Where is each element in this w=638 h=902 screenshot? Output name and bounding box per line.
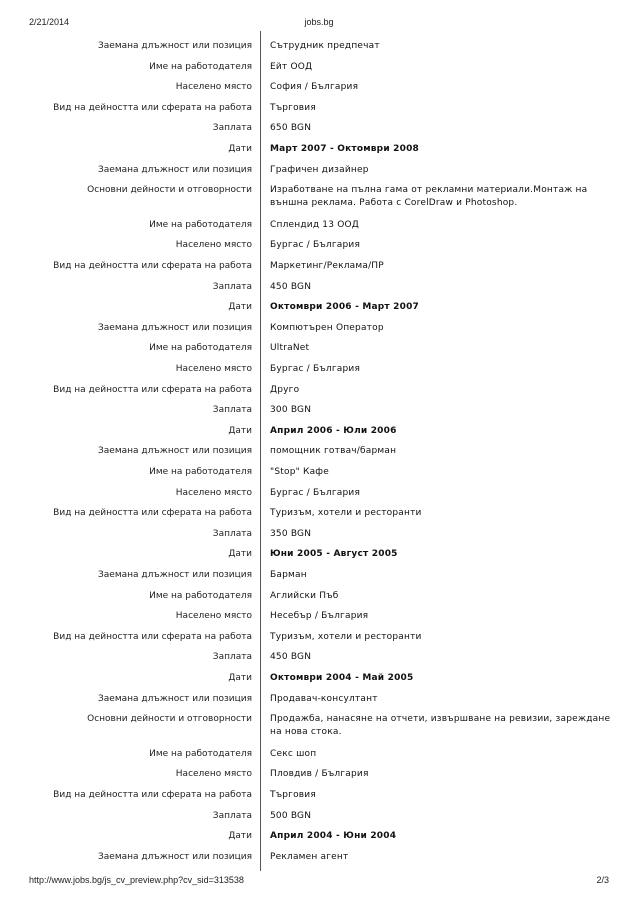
field-label: Дати — [228, 302, 252, 313]
field-value: Бургас / България — [270, 487, 361, 498]
field-label: Дати — [228, 673, 252, 683]
field-label: Име на работодателя — [149, 61, 252, 72]
field-value: Изработване на пълна гама от рекламни материали.Монтаж на външна реклама. Работа с CorelDraw и Photoshop. — [270, 185, 588, 209]
field-label: Вид на дейността или сферата на работа — [53, 102, 252, 113]
field-label: Населено място — [175, 82, 252, 93]
field-label: Име на работодателя — [149, 219, 252, 230]
field-value: 450 BGN — [270, 281, 312, 292]
field-value: Сътрудник предпечат — [270, 41, 380, 51]
field-label: Име на работодателя — [149, 590, 252, 601]
field-value: Барман — [270, 570, 307, 580]
field-label: Име на работодателя — [149, 343, 252, 354]
site-name: jobs.bg — [304, 17, 334, 27]
field-label: Заемана длъжност или позиция — [98, 570, 252, 580]
field-label: Дати — [228, 425, 252, 436]
field-value: Компютърен Оператор — [270, 322, 384, 333]
field-value: Октомври 2004 - Май 2005 — [270, 673, 414, 683]
field-value: 500 BGN — [270, 810, 312, 821]
field-value: Маркетинг/Реклама/ПР — [270, 261, 384, 271]
field-value: Продавач-консултант — [270, 693, 378, 704]
field-label: Вид на дейността или сферата на работа — [53, 261, 252, 271]
field-label: Населено място — [175, 364, 252, 374]
field-value: Туризъм, хотели и ресторанти — [270, 631, 422, 642]
field-label: Заплата — [212, 405, 252, 416]
field-value: Октомври 2006 - Март 2007 — [270, 302, 420, 313]
field-value: Ейт ООД — [270, 61, 313, 72]
field-label: Заплата — [212, 528, 252, 539]
field-label: Име на работодателя — [149, 467, 252, 477]
field-label: Заплата — [212, 123, 252, 134]
field-label: Вид на дейността или сферата на работа — [53, 631, 252, 642]
field-value: Бургас / България — [270, 240, 361, 251]
field-label: Заплата — [212, 810, 252, 821]
field-value: Юни 2005 - Август 2005 — [270, 549, 398, 560]
field-label: Вид на дейността или сферата на работа — [53, 508, 252, 519]
field-value: помощник готвач/барман — [270, 446, 397, 457]
field-value: Пловдив / България — [270, 769, 369, 780]
field-value: Друго — [270, 384, 300, 395]
field-value: Април 2006 - Юли 2006 — [270, 425, 397, 436]
field-value: Март 2007 - Октомври 2008 — [270, 144, 420, 154]
field-value: Продажба, нанасяне на отчети, извършване на ревизии, зареждане на нова стока. — [270, 714, 611, 738]
field-label: Населено място — [175, 611, 252, 622]
field-value: Търговия — [270, 102, 316, 113]
field-value: Рекламен агент — [270, 851, 349, 862]
field-label: Заемана длъжност или позиция — [98, 322, 252, 333]
field-label: Заплата — [212, 281, 252, 292]
field-value: "Stop" Кафе — [270, 467, 329, 477]
page-number: 2/3 — [596, 875, 609, 885]
field-value: 300 BGN — [270, 405, 312, 416]
field-value: Бургас / България — [270, 364, 361, 374]
field-label: Вид на дейността или сферата на работа — [53, 384, 252, 395]
print-header — [0, 17, 638, 29]
field-label: Основни дейности и отговорности — [87, 714, 252, 725]
field-label: Заемана длъжност или позиция — [98, 41, 252, 51]
column-divider — [260, 31, 261, 871]
field-label: Дати — [228, 549, 252, 560]
field-value: Графичен дизайнер — [270, 164, 369, 175]
field-value: Аглийски Пъб — [270, 590, 339, 601]
field-value: 350 BGN — [270, 528, 312, 539]
field-label: Населено място — [175, 769, 252, 780]
field-value: Туризъм, хотели и ресторанти — [270, 508, 422, 519]
field-label: Дати — [228, 831, 252, 842]
field-label: Име на работодателя — [149, 748, 252, 759]
field-label: Заемана длъжност или позиция — [98, 693, 252, 704]
field-value: 650 BGN — [270, 123, 312, 134]
field-label: Заплата — [212, 652, 252, 663]
field-label: Дати — [228, 144, 252, 154]
field-label: Населено място — [175, 240, 252, 251]
field-label: Основни дейности и отговорности — [87, 185, 252, 196]
field-value: София / България — [270, 82, 359, 93]
field-value: 450 BGN — [270, 652, 312, 663]
field-value: Търговия — [270, 790, 316, 800]
field-label: Заемана длъжност или позиция — [98, 851, 252, 862]
field-value: Секс шоп — [270, 748, 317, 759]
field-value: UltraNet — [270, 343, 310, 354]
field-value: Сплендид 13 ООД — [270, 219, 360, 230]
print-footer — [0, 875, 638, 887]
print-date: 2/21/2014 — [29, 17, 70, 27]
field-label: Заемана длъжност или позиция — [98, 446, 252, 457]
field-value: Несебър / България — [270, 611, 369, 622]
field-value: Април 2004 - Юни 2004 — [270, 831, 397, 842]
page-url: http://www.jobs.bg/js_cv_preview.php?cv_sid=313538 — [29, 875, 244, 885]
field-label: Населено място — [175, 487, 252, 498]
field-label: Вид на дейността или сферата на работа — [53, 790, 252, 800]
field-label: Заемана длъжност или позиция — [98, 164, 252, 175]
